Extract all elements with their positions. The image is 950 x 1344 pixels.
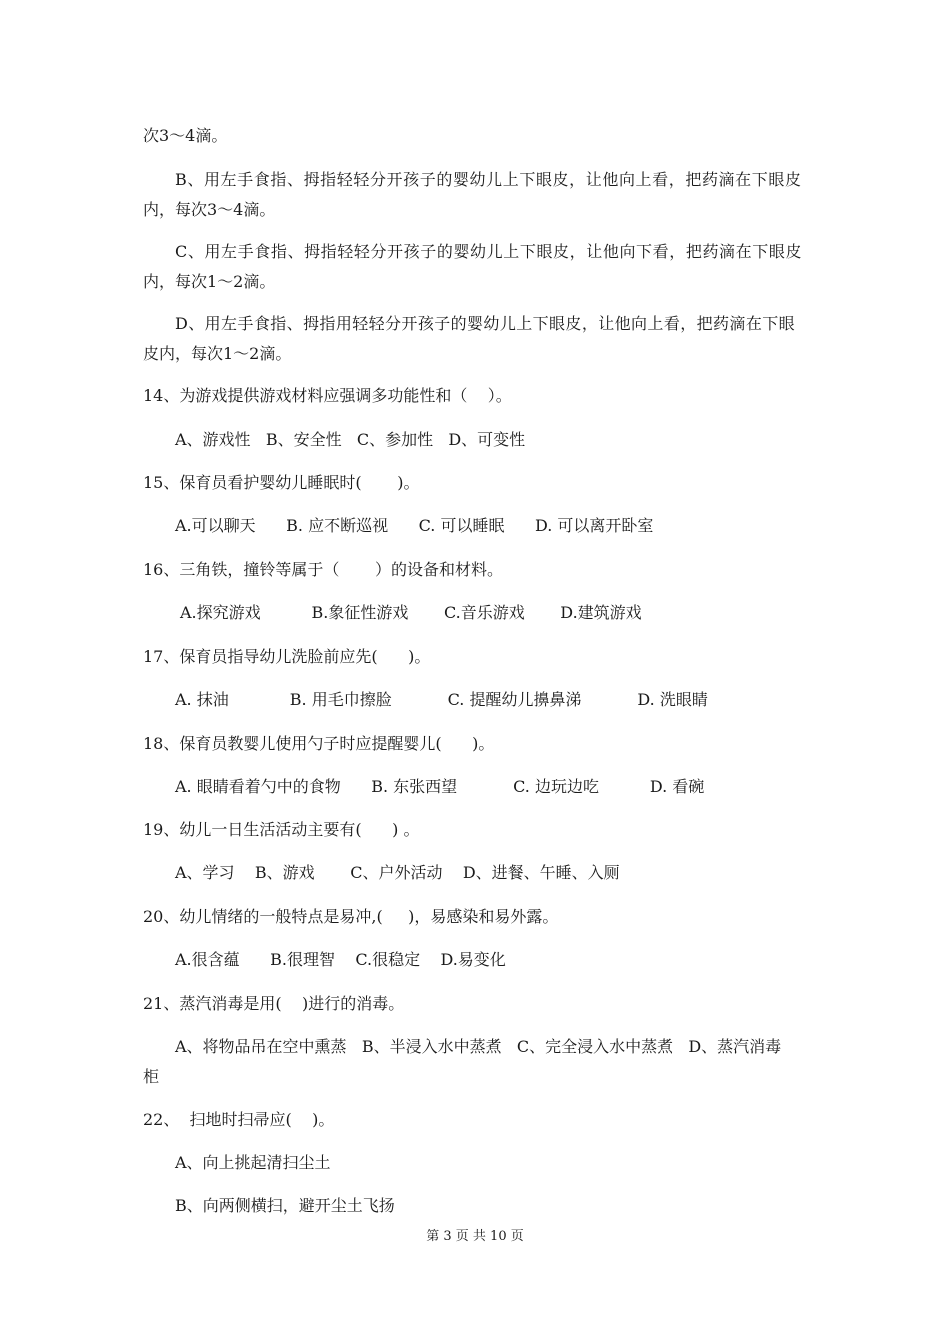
question-21-options-cont: 柜 [143, 1067, 160, 1086]
question-21: 21、蒸汽消毒是用( )进行的消毒。 [143, 994, 405, 1013]
question-19: 19、幼儿一日生活活动主要有( ) 。 [143, 820, 420, 839]
page-footer: 第 3 页 共 10 页 [426, 1229, 524, 1244]
question-18: 18、保育员教婴儿使用勺子时应提醒婴儿( )。 [143, 734, 495, 753]
question-18-options: A. 眼睛看着勺中的食物 B. 东张西望 C. 边玩边吃 D. 看碗 [175, 777, 705, 796]
question-22-option-b: B、向两侧横扫，避开尘土飞扬 [175, 1196, 395, 1215]
question-17: 17、保育员指导幼儿洗脸前应先( )。 [143, 647, 431, 666]
question-14-options: A、游戏性 B、安全性 C、参加性 D、可变性 [175, 430, 526, 449]
option-c: C、用左手食指、拇指轻轻分开孩子的婴幼儿上下眼皮，让他向下看，把药滴在下眼皮 [175, 242, 803, 261]
option-b: B、用左手食指、拇指轻轻分开孩子的婴幼儿上下眼皮，让他向上看，把药滴在下眼皮 [175, 170, 802, 189]
question-20: 20、幼儿情绪的一般特点是易冲,( )，易感染和易外露。 [143, 907, 559, 926]
text-line: 次3～4滴。 [143, 126, 228, 145]
question-16-options: A.探究游戏 B.象征性游戏 C.音乐游戏 D.建筑游戏 [180, 603, 642, 622]
question-14: 14、为游戏提供游戏材料应强调多功能性和（ ）。 [143, 386, 512, 405]
text-line: 内，每次3～4滴。 [143, 200, 276, 219]
question-22-option-a: A、向上挑起清扫尘土 [175, 1153, 331, 1172]
question-20-options: A.很含蕴 B.很理智 C.很稳定 D.易变化 [175, 950, 506, 969]
question-16: 16、三角铁，撞铃等属于（ ）的设备和材料。 [143, 560, 503, 579]
question-21-options: A、将物品吊在空中熏蒸 B、半浸入水中蒸煮 C、完全浸入水中蒸煮 D、蒸汽消毒 [175, 1037, 782, 1056]
option-d: D、用左手食指、拇指用轻轻分开孩子的婴幼儿上下眼皮，让他向上看，把药滴在下眼 [175, 314, 796, 333]
question-15: 15、保育员看护婴幼儿睡眠时( )。 [143, 473, 420, 492]
question-22: 22、 扫地时扫帚应( )。 [143, 1110, 335, 1129]
question-19-options: A、学习 B、游戏 C、户外活动 D、进餐、午睡、入厕 [175, 863, 620, 882]
text-line: 内，每次1～2滴。 [143, 272, 276, 291]
question-17-options: A. 抹油 B. 用毛巾擦脸 C. 提醒幼儿擤鼻涕 D. 洗眼睛 [175, 690, 708, 709]
question-15-options: A.可以聊天 B. 应不断巡视 C. 可以睡眠 D. 可以离开卧室 [175, 516, 654, 535]
text-line: 皮内，每次1～2滴。 [143, 344, 292, 363]
